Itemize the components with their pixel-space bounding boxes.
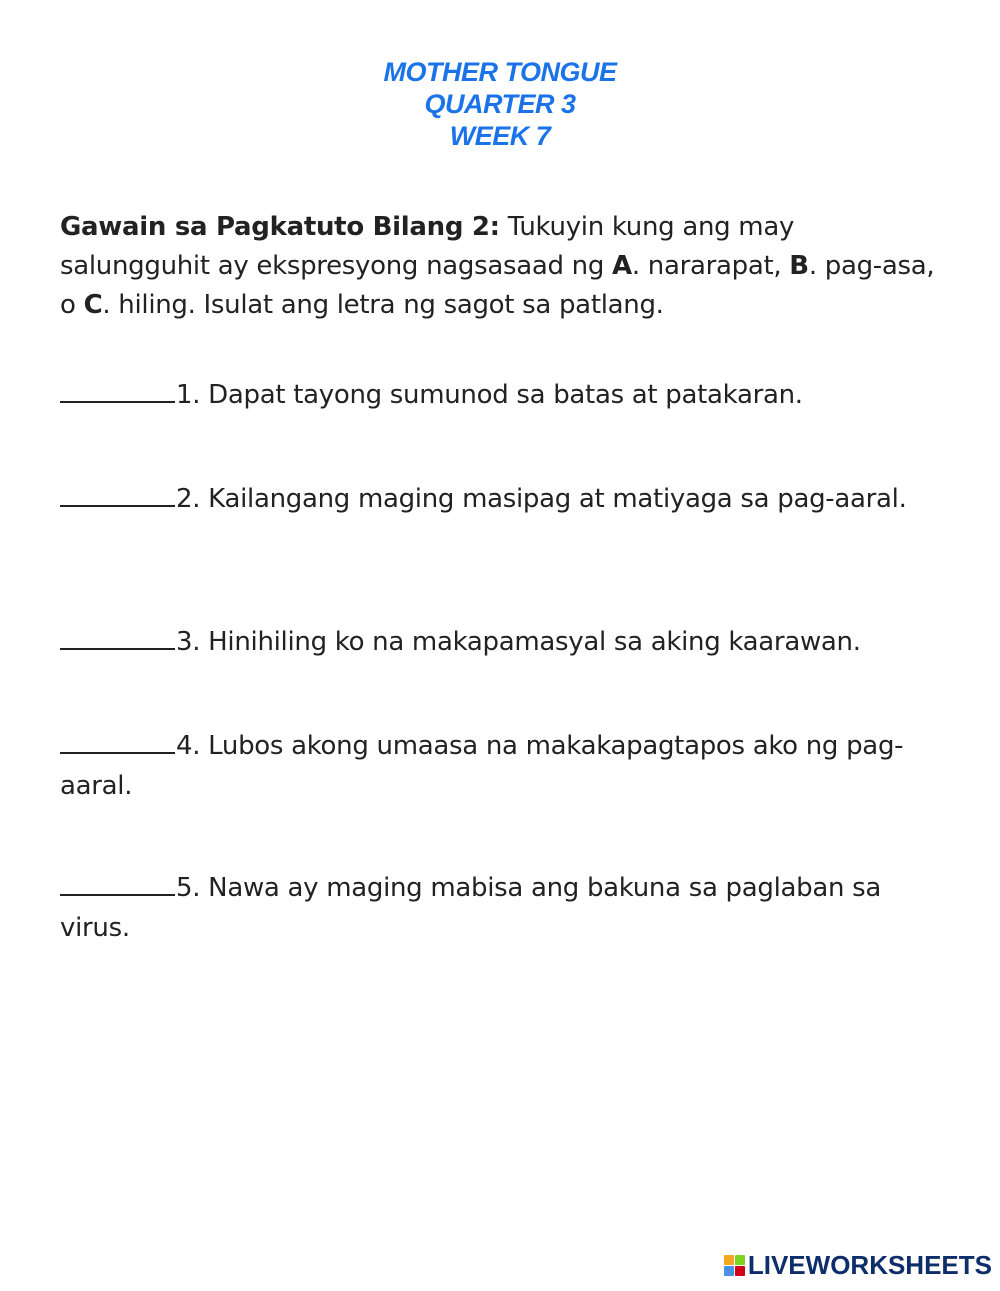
instructions bbox=[60, 208, 950, 325]
instructions-text-4: . hiling. Isulat ang letra ng sagot sa patlang. bbox=[102, 290, 664, 320]
question-text-5: 5. Nawa ay maging mabisa ang bakuna sa paglaban sa virus. bbox=[60, 873, 881, 943]
logo-square-3 bbox=[724, 1266, 734, 1276]
question-item-1 bbox=[60, 375, 950, 415]
header-quarter: QUARTER 3 bbox=[424, 89, 576, 119]
logo-square-2 bbox=[735, 1255, 745, 1265]
question-text-1: 1. Dapat tayong sumunod sa batas at patakaran. bbox=[176, 380, 803, 410]
liveworksheets-brand-text: LIVEWORKSHEETS bbox=[747, 1250, 992, 1280]
question-item-3 bbox=[60, 622, 950, 662]
header-subject: MOTHER TONGUE bbox=[383, 57, 617, 87]
header-week: WEEK 7 bbox=[449, 121, 551, 151]
instructions-text-3: . pag-asa, o bbox=[60, 251, 935, 320]
question-item-4 bbox=[60, 726, 950, 806]
logo-square-4 bbox=[735, 1266, 745, 1276]
instructions-text-2: . nararapat, bbox=[631, 251, 790, 281]
question-text-3: 3. Hinihiling ko na makapamasyal sa aking kaarawan. bbox=[176, 627, 861, 657]
question-text-4: 4. Lubos akong umaasa na makakapagtapos ako ng pag-aaral. bbox=[60, 731, 904, 801]
instructions-text-1: Tukuyin kung ang may salungguhit ay ekspresyong nagsasaad ng bbox=[60, 212, 795, 281]
question-item-5 bbox=[60, 868, 950, 948]
answer-blank-4[interactable] bbox=[60, 726, 175, 754]
liveworksheets-logo bbox=[724, 1250, 992, 1281]
question-text-2: 2. Kailangang maging masipag at matiyaga sa pag-aaral. bbox=[176, 484, 907, 514]
instructions-title: Gawain sa Pagkatuto Bilang 2: bbox=[60, 212, 500, 242]
option-a-letter: A bbox=[612, 251, 632, 281]
question-item-2 bbox=[60, 479, 950, 519]
option-b-letter: B bbox=[789, 251, 809, 281]
answer-blank-1[interactable] bbox=[60, 375, 175, 403]
liveworksheets-logo-icon bbox=[724, 1255, 745, 1276]
answer-blank-5[interactable] bbox=[60, 868, 175, 896]
worksheet-header bbox=[0, 56, 1000, 152]
answer-blank-3[interactable] bbox=[60, 622, 175, 650]
option-c-letter: C bbox=[83, 290, 103, 320]
logo-square-1 bbox=[724, 1255, 734, 1265]
answer-blank-2[interactable] bbox=[60, 479, 175, 507]
